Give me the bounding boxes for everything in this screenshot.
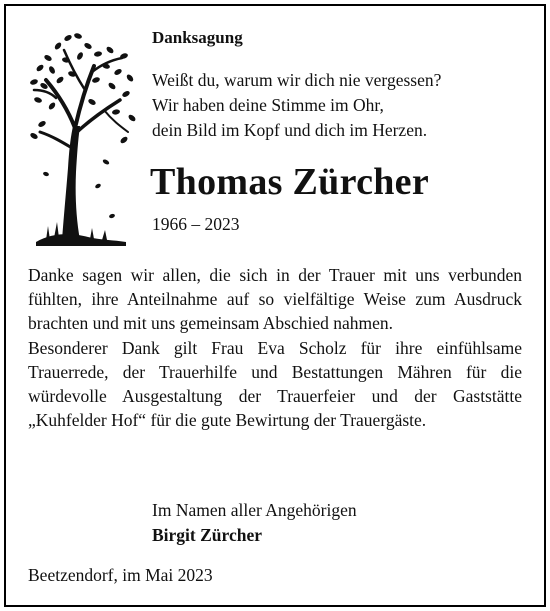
thanks-paragraph: Besonderer Dank gilt Frau Eva Scholz für ihre einfühlsame Trauerrede, der Trauerhilfe und Bestattungen Mähren für die würdevolle Ausgestaltung der Trauerfeier und der Gaststätte „Kuhfelder Hof“ für die gute Bewirtung der Trauergäste. [28,337,522,431]
life-years: 1966 – 2023 [152,214,240,234]
signature-line: Im Namen aller Angehörigen [152,500,357,520]
deceased-name: Thomas Zürcher [150,161,430,203]
place-date: Beetzendorf, im Mai 2023 [28,565,213,585]
obituary-card [4,4,546,607]
poem-line: dein Bild im Kopf und dich im Herzen. [152,120,428,140]
poem-line: Wir haben deine Stimme im Ohr, [152,95,384,115]
poem [152,68,441,143]
heading: Danksagung [152,28,243,47]
thanks-paragraph: Danke sagen wir allen, die sich in der Trauer mit uns verbunden fühlten, ihre Anteilnahme auf so vielfältige Weise zum Ausdruck brachten und mit uns gemeinsam Abschied nahmen. [28,265,522,334]
signature-block [152,498,357,548]
signer-name: Birgit Zürcher [152,525,263,545]
tree-icon [28,28,138,250]
poem-line: Weißt du, warum wir dich nie vergessen? [152,70,442,90]
thanks-text [28,263,522,432]
